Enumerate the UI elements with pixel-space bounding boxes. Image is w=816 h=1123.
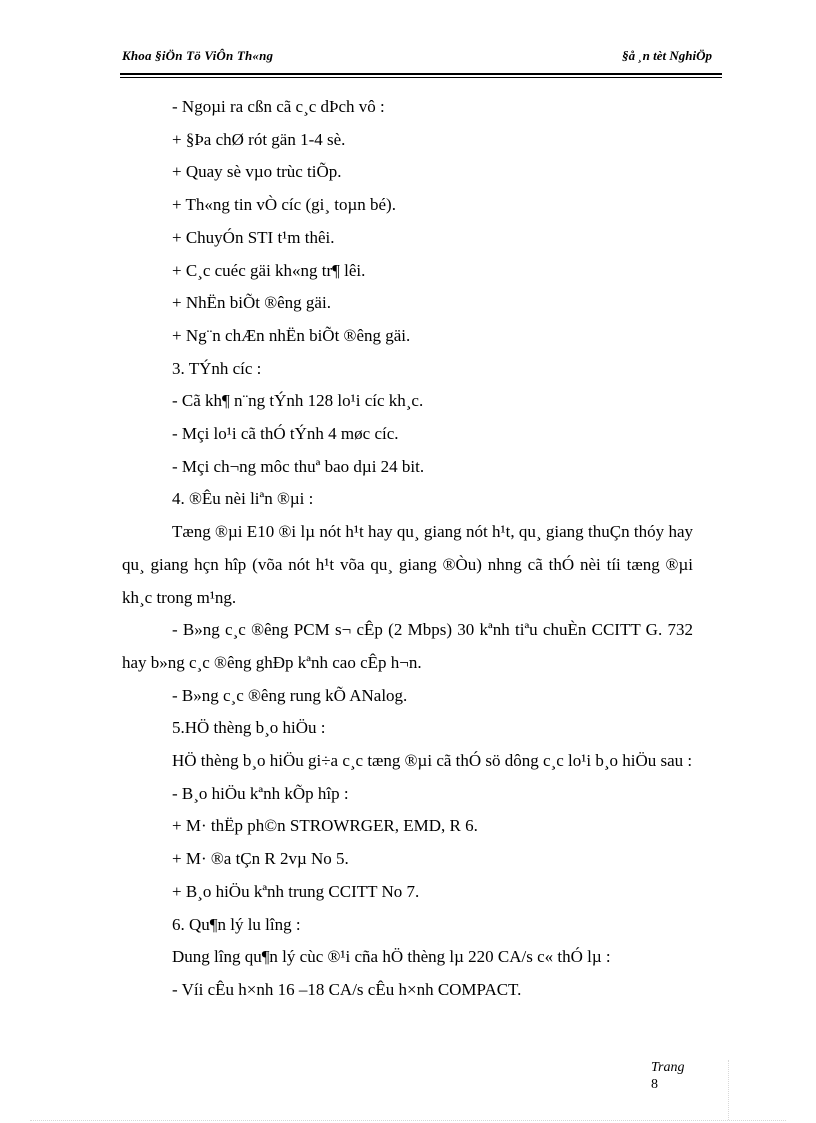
paragraph: + ChuyÓn STI t¹m thêi. — [172, 227, 335, 247]
paragraph: - Cã kh¶ n¨ng tÝnh 128 lo¹i cíc kh¸c. — [172, 391, 424, 411]
paragraph: + Ng¨n chÆn nhËn biÕt ®êng gäi. — [172, 325, 411, 345]
paragraph: + B¸o hiÖu kªnh trung CCITT No 7. — [172, 881, 420, 901]
paragraph: + C¸c cuéc gäi kh«ng tr¶ lêi. — [172, 260, 366, 280]
page-label: Trang — [651, 1060, 685, 1075]
header-rule-thin — [120, 77, 722, 78]
section-heading: 3. TÝnh cíc : — [172, 358, 262, 378]
paragraph: HÖ thèng b¸o hiÖu gi÷a c¸c tæng ®µi cã thÓ sö dông c¸c lo¹i b¸o hiÖu sau : — [172, 751, 693, 771]
header-department: Khoa §iÖn Tö ViÔn Th«ng — [122, 48, 274, 63]
page-border-vertical — [728, 1060, 729, 1120]
paragraph: - Mçi lo¹i cã thÓ tÝnh 4 møc cíc. — [172, 424, 399, 444]
page-number: 8 — [651, 1077, 658, 1092]
paragraph: + M· thËp ph©n STROWRGER, EMD, R 6. — [172, 816, 478, 836]
paragraph: - B»ng c¸c ®êng rung kÕ ANalog. — [172, 685, 408, 705]
section-heading: 6. Qu¶n lý lu lîng : — [172, 914, 301, 934]
paragraph: - Víi cÊu h×nh 16 –18 CA/s cÊu h×nh COMPACT. — [172, 979, 522, 999]
paragraph: Tæng ®µi E10 ®i lµ nót h¹t hay qu¸ giang nót h¹t, qu¸ giang thuÇn thóy hay qu¸ giang hçn hîp (võa nót h¹t võa qu¸ giang ®Òu) nhng cã thÓ nèi tíi tæng ®µi kh¸c trong m¹ng. — [122, 522, 693, 607]
paragraph: Dung lîng qu¶n lý cùc ®¹i cña hÖ thèng lµ 220 CA/s c« thÓ lµ : — [172, 947, 611, 967]
section-heading: 4. ®Êu nèi liªn ®µi : — [172, 489, 314, 509]
paragraph: + Th«ng tin vÒ cíc (gi¸ toµn bé). — [172, 195, 396, 215]
paragraph: - B»ng c¸c ®êng PCM s¬ cÊp (2 Mbps) 30 kªnh tiªu chuÈn CCITT G. 732 hay b»ng c¸c ®êng ghÐp kªnh cao cÊp h¬n. — [122, 620, 693, 672]
document-body — [122, 91, 693, 1007]
section-heading: 5.HÖ thèng b¸o hiÖu : — [172, 718, 326, 738]
header-document-title: §å ¸n tèt NghiÖp — [622, 48, 712, 63]
paragraph: - Mçi ch¬ng môc thuª bao dµi 24 bit. — [172, 456, 425, 476]
page-border-bottom — [30, 1120, 786, 1121]
paragraph: - Ngoµi ra cßn cã c¸c dÞch vô : — [172, 97, 385, 116]
paragraph: - B¸o hiÖu kªnh kÕp hîp : — [172, 783, 349, 803]
page-footer — [651, 1059, 684, 1093]
paragraph: + NhËn biÕt ®êng gäi. — [172, 293, 331, 313]
header-rule-thick — [120, 73, 722, 75]
paragraph: + Quay sè vµo trùc tiÕp. — [172, 162, 342, 182]
paragraph: + §Þa chØ rót gän 1-4 sè. — [172, 129, 346, 149]
paragraph: + M· ®a tÇn R 2vµ No 5. — [172, 849, 349, 869]
